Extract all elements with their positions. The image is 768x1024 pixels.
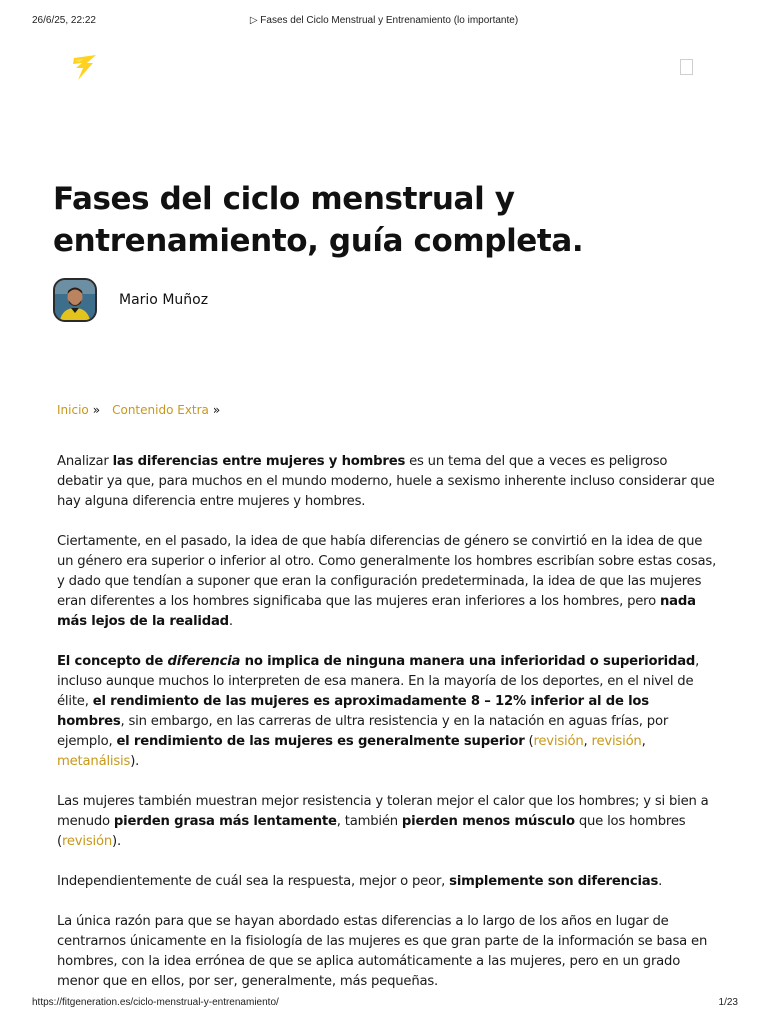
paragraph-5 xyxy=(57,872,717,892)
article-body xyxy=(57,452,717,1012)
bold-text: no implica de ninguna manera una inferioridad o superioridad xyxy=(240,654,696,669)
breadcrumb xyxy=(57,403,232,417)
text: Ciertamente, en el pasado, la idea de que había diferencias de género se convirtió en la idea de que un género era superior o inferior al otro. Como generalmente los hombres escribían sobre estas cosas, y dado que tendían a suponer que eran la configuración predeterminada, la idea de que las mujeres eran diferentes a los hombres significaba que las mujeres eran inferiores a los hombres, pero xyxy=(57,534,717,609)
paragraph-3 xyxy=(57,652,717,772)
bold-text: pierden grasa más lentamente xyxy=(113,814,337,829)
text: es un tema del que a veces es peligroso debatir ya que, para muchos en el mundo moderno, huele a sexismo inherente incluso considerar que hay alguna diferencia entre mujeres y hombres. xyxy=(57,454,715,509)
paragraph-4 xyxy=(57,792,717,852)
text: ( xyxy=(524,734,534,749)
bold-text: nada más lejos de la realidad xyxy=(57,594,696,629)
text: . xyxy=(658,874,663,889)
text: La única razón para que se hayan abordado estas diferencias a lo largo de los años en lugar de centrarnos únicamente en la fisiología de las mujeres es que gran parte de la información se basa en hombres, con la idea errónea de que se aplica automáticamente a las mujeres, pero en un grado menor que en ellos, por ser, generalmente, más pequeñas. xyxy=(57,914,708,989)
text: , incluso aunque muchos lo interpreten de esa manera. En la mayoría de los deportes, en el nivel de élite, xyxy=(57,654,700,709)
source-link-revision[interactable]: revisión xyxy=(591,734,642,749)
text: , xyxy=(583,734,592,749)
page-title: Fases del ciclo menstrual y entrenamiento, guía completa. xyxy=(53,181,584,259)
bold-text: El concepto de xyxy=(57,654,168,669)
breadcrumb-separator: » xyxy=(212,403,221,417)
text: ). xyxy=(112,834,121,849)
source-link-metanalisis[interactable]: metanálisis xyxy=(57,754,131,769)
print-date: 26/6/25, 22:22 xyxy=(32,15,96,26)
text: Las mujeres también muestran mejor resistencia y toleran mejor el calor que los hombres; y si bien a menudo xyxy=(57,794,709,829)
bold-text: el rendimiento de las mujeres es generalmente superior xyxy=(116,734,525,749)
paragraph-2 xyxy=(57,532,717,632)
print-header xyxy=(0,15,768,31)
text: Analizar xyxy=(57,454,113,469)
print-footer xyxy=(0,997,768,1011)
source-link-revision[interactable]: revisión xyxy=(533,734,584,749)
paragraph-6 xyxy=(57,912,717,992)
text: , también xyxy=(336,814,402,829)
text: que los hombres ( xyxy=(57,814,686,849)
text: ). xyxy=(130,754,140,769)
menu-box-icon[interactable] xyxy=(680,59,693,75)
text: , sin embargo, en las carreras de ultra resistencia y en la natación en aguas frías, por ejemplo, xyxy=(57,714,669,749)
text: . xyxy=(228,614,233,629)
italic-text: diferencia xyxy=(167,654,241,669)
breadcrumb-separator: » xyxy=(92,403,101,417)
paragraph-1 xyxy=(57,452,717,512)
bold-text: pierden menos músculo xyxy=(401,814,575,829)
breadcrumb-category-link[interactable]: Contenido Extra xyxy=(112,403,209,417)
text: , xyxy=(641,734,646,749)
breadcrumb-home-link[interactable]: Inicio xyxy=(57,403,89,417)
bold-text: simplemente son diferencias xyxy=(449,874,659,889)
print-url: https://fitgeneration.es/ciclo-menstrual-y-entrenamiento/ xyxy=(32,997,279,1008)
avatar[interactable] xyxy=(53,278,97,322)
text: Independientemente de cuál sea la respuesta, mejor o peor, xyxy=(57,874,450,889)
bold-text: las diferencias entre mujeres y hombres xyxy=(112,454,406,469)
bold-text: el rendimiento de las mujeres es aproximadamente 8 – 12% inferior al de los hombres xyxy=(57,694,649,729)
author-name[interactable]: Mario Muñoz xyxy=(119,292,209,308)
source-link-revision[interactable]: revisión xyxy=(61,834,113,849)
print-page-title: ▷ Fases del Ciclo Menstrual y Entrenamiento (lo importante) xyxy=(249,15,519,26)
lightning-bolt-logo-icon[interactable] xyxy=(70,52,100,82)
page-number: 1/23 xyxy=(718,997,738,1008)
